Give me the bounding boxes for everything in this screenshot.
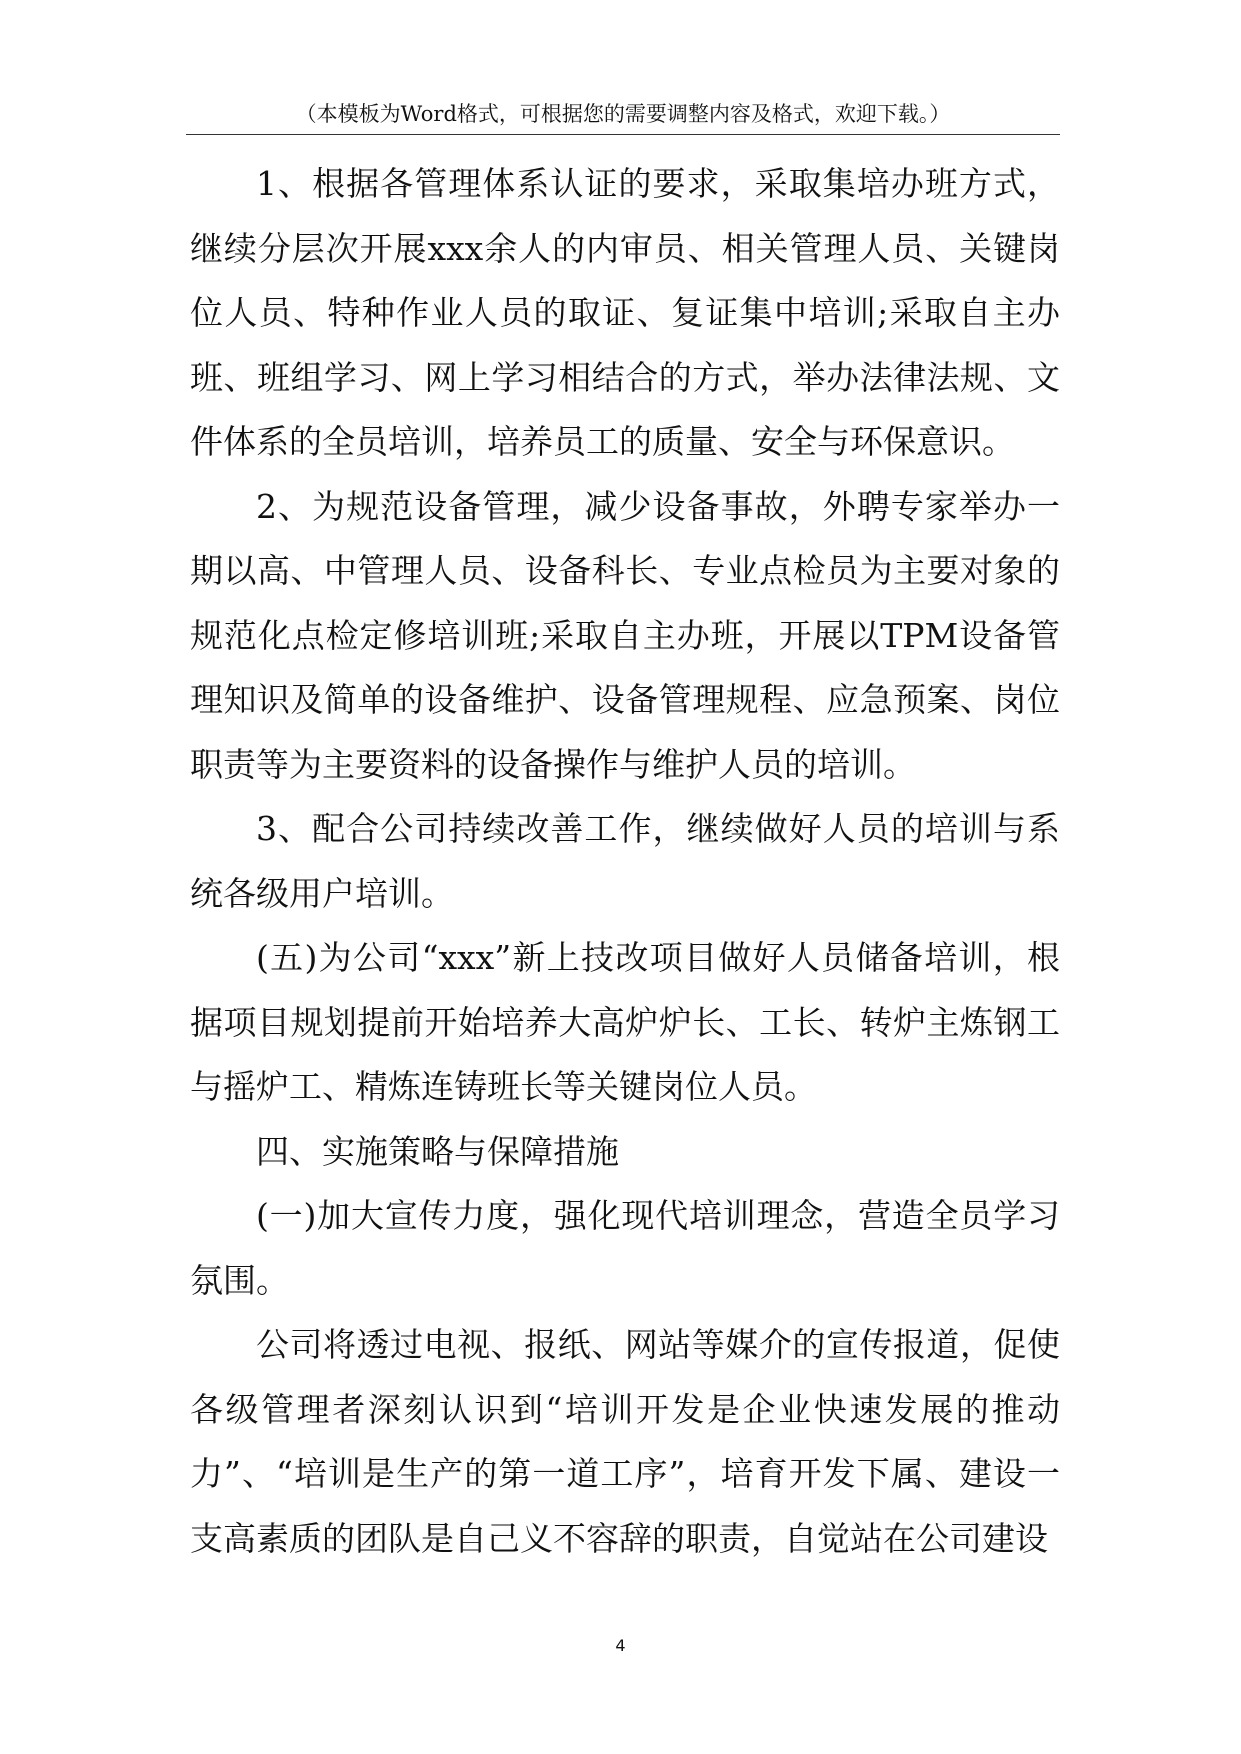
- page-number: 4: [615, 1636, 626, 1655]
- template-notice: （本模板为Word格式，可根据您的需要调整内容及格式，欢迎下载。）: [295, 102, 951, 126]
- paragraph-publicity: 公司将透过电视、报纸、网站等媒介的宣传报道，促使各级管理者深刻认识到“培训开发是企业快速发展的推动力”、“培训是生产的第一道工序”，培育开发下属、建设一支高素质的团队是自己义不容辞的职责，自觉站在公司建设: [190, 1325, 1060, 1558]
- paragraph-item-2: 2、为规范设备管理，减少设备事故，外聘专家举办一期以高、中管理人员、设备科长、专业点检员为主要对象的规范化点检定修培训班;采取自主办班，开展以TPM设备管理知识及简单的设备维护、设备管理规程、应急预案、岗位职责等为主要资料的设备操作与维护人员的培训。: [190, 486, 1060, 784]
- paragraph-item-1: 1、根据各管理体系认证的要求，采取集培办班方式，继续分层次开展xxx余人的内审员、相关管理人员、关键岗位人员、特种作业人员的取证、复证集中培训;采取自主办班、班组学习、网上学习相结合的方式，举办法律法规、文件体系的全员培训，培养员工的质量、安全与环保意识。: [190, 164, 1060, 461]
- section-heading-4: 四、实施策略与保障措施: [256, 1131, 619, 1171]
- header-divider: [186, 134, 1060, 135]
- paragraph-item-3: 3、配合公司持续改善工作，继续做好人员的培训与系统各级用户培训。: [190, 809, 1060, 913]
- paragraph-section-5: (五)为公司“xxx”新上技改项目做好人员储备培训，根据项目规划提前开始培养大高炉炉长、工长、转炉主炼钢工与摇炉工、精炼连铸班长等关键岗位人员。: [190, 938, 1060, 1106]
- document-body: [190, 152, 1060, 1571]
- subheading-1: (一)加大宣传力度，强化现代培训理念，营造全员学习氛围。: [190, 1196, 1060, 1300]
